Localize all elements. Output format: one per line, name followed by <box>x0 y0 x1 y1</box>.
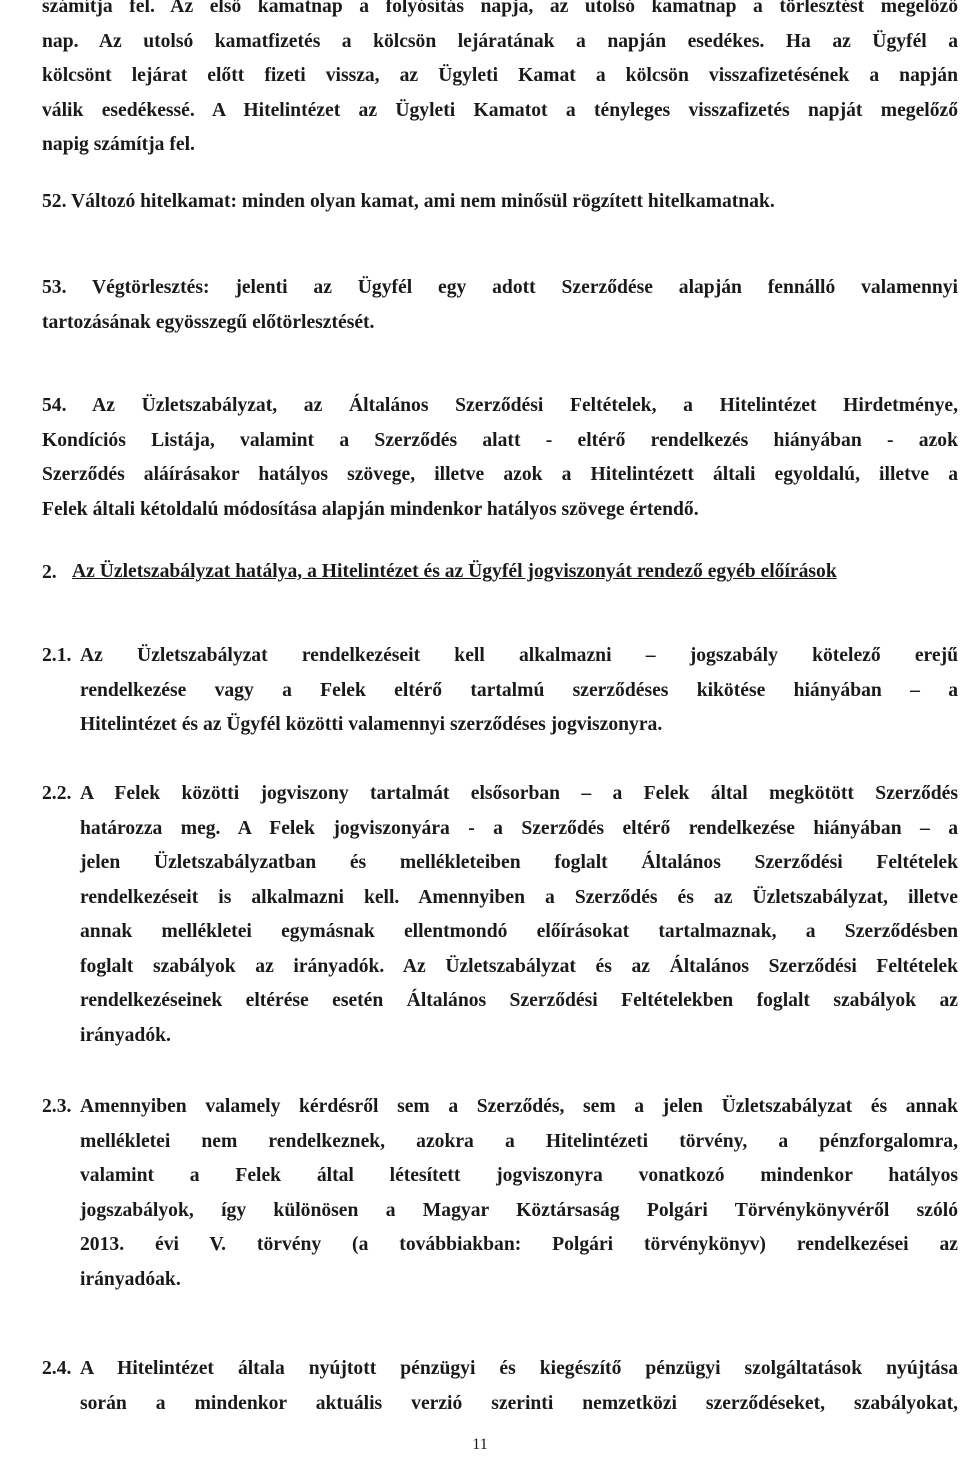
text-line: 2013. évi V. törvény (a továbbiakban: Polgári törvénykönyv) rendelkezései az <box>80 1234 958 1255</box>
text-line: Amennyiben valamely kérdésről sem a Szerződés, sem a jelen Üzletszabályzat és annak <box>80 1096 958 1117</box>
subsection-2-2 <box>80 777 958 1053</box>
text-line: foglalt szabályok az irányadók. Az Üzletszabályzat és az Általános Szerződési Feltételek <box>80 955 958 977</box>
text-line: 54. Az Üzletszabályzat, az Általános Szerződési Feltételek, a Hitelintézet Hirdetménye, <box>42 395 958 416</box>
definition-53 <box>42 271 958 340</box>
subsection-number: 2.2. <box>42 783 72 804</box>
text-line: rendelkezése vagy a Felek eltérő tartalmú szerződéses kikötése hiányában – a <box>80 679 958 701</box>
section-title: Az Üzletszabályzat hatálya, a Hitelintézet és az Ügyfél jogviszonyát rendező egyéb előírások <box>72 561 837 582</box>
section-number: 2. <box>42 562 57 583</box>
text-line: A Hitelintézet általa nyújtott pénzügyi és kiegészítő pénzügyi szolgáltatások nyújtása <box>80 1358 958 1379</box>
text-line: jelen Üzletszabályzatban és mellékleteiben foglalt Általános Szerződési Feltételek <box>80 852 958 873</box>
subsection-2-1 <box>80 639 958 743</box>
definition-54 <box>42 389 958 527</box>
text-line: Hitelintézet és az Ügyfél közötti valamennyi szerződéses jogviszonyra. <box>80 714 663 735</box>
text-line: 52. Változó hitelkamat: minden olyan kamat, ami nem minősül rögzített hitelkamatnak. <box>42 191 775 212</box>
text-line: rendelkezéseinek eltérése esetén Általános Szerződési Feltételekben foglalt szabályok az <box>80 990 958 1011</box>
subsection-number: 2.1. <box>42 645 72 666</box>
text-line: Szerződés aláírásakor hatályos szövege, illetve azok a Hitelintézett általi egyoldalú, illetve a <box>42 464 958 485</box>
subsection-2-4 <box>80 1352 958 1421</box>
text-line: A Felek közötti jogviszony tartalmát elsősorban – a Felek által megkötött Szerződés <box>80 783 958 804</box>
subsection-number: 2.3. <box>42 1096 72 1117</box>
text-line: annak mellékletei egymásnak ellentmondó előírásokat tartalmaznak, a Szerződésben <box>80 921 958 942</box>
text-line: kölcsönt lejárat előtt fizeti vissza, az Ügyleti Kamat a kölcsön visszafizetésének a napján <box>42 65 958 86</box>
text-line: 53. Végtörlesztés: jelenti az Ügyfél egy adott Szerződése alapján fennálló valamennyi <box>42 277 958 298</box>
text-line: rendelkezéseit is alkalmazni kell. Amennyiben a Szerződés és az Üzletszabályzat, illetve <box>80 886 958 908</box>
text-line: irányadóak. <box>80 1268 181 1290</box>
text-line: számítja fel. Az első kamatnap a folyósítás napja, az utolsó kamatnap a törlesztést megelőző <box>42 0 958 17</box>
text-line: nap. Az utolsó kamatfizetés a kölcsön lejáratának a napján esedékes. Ha az Ügyfél a <box>42 30 958 52</box>
subsection-number: 2.4. <box>42 1358 72 1379</box>
text-line: során a mindenkor aktuális verzió szerinti nemzetközi szerződéseket, szabályokat, <box>80 1392 958 1414</box>
text-line: Kondíciós Listája, valamint a Szerződés alatt - eltérő rendelkezés hiányában - azok <box>42 429 958 451</box>
text-line: napig számítja fel. <box>42 134 195 155</box>
text-line: jogszabályok, így különösen a Magyar Köztársaság Polgári Törvénykönyvéről szóló <box>80 1199 958 1221</box>
text-line: határozza meg. A Felek jogviszonyára - a Szerződés eltérő rendelkezése hiányában – a <box>80 817 958 839</box>
page-number: 11 <box>472 1436 488 1453</box>
text-line: Felek általi kétoldalú módosítása alapján mindenkor hatályos szövege értendő. <box>42 498 699 520</box>
definition-52 <box>42 185 958 220</box>
text-line: mellékletei nem rendelkeznek, azokra a Hitelintézeti törvény, a pénzforgalomra, <box>80 1130 958 1152</box>
text-line: Az Üzletszabályzat rendelkezéseit kell alkalmazni – jogszabály kötelező erejű <box>80 645 958 666</box>
text-line: válik esedékessé. A Hitelintézet az Ügyleti Kamatot a tényleges visszafizetés napját megelőző <box>42 99 958 121</box>
text-line: tartozásának egyösszegű előtörlesztését. <box>42 311 375 333</box>
text-line: irányadók. <box>80 1024 171 1046</box>
top-paragraph <box>42 0 958 163</box>
text-line: valamint a Felek által létesített jogviszonyra vonatkozó mindenkor hatályos <box>80 1165 958 1186</box>
subsection-2-3 <box>80 1090 958 1297</box>
